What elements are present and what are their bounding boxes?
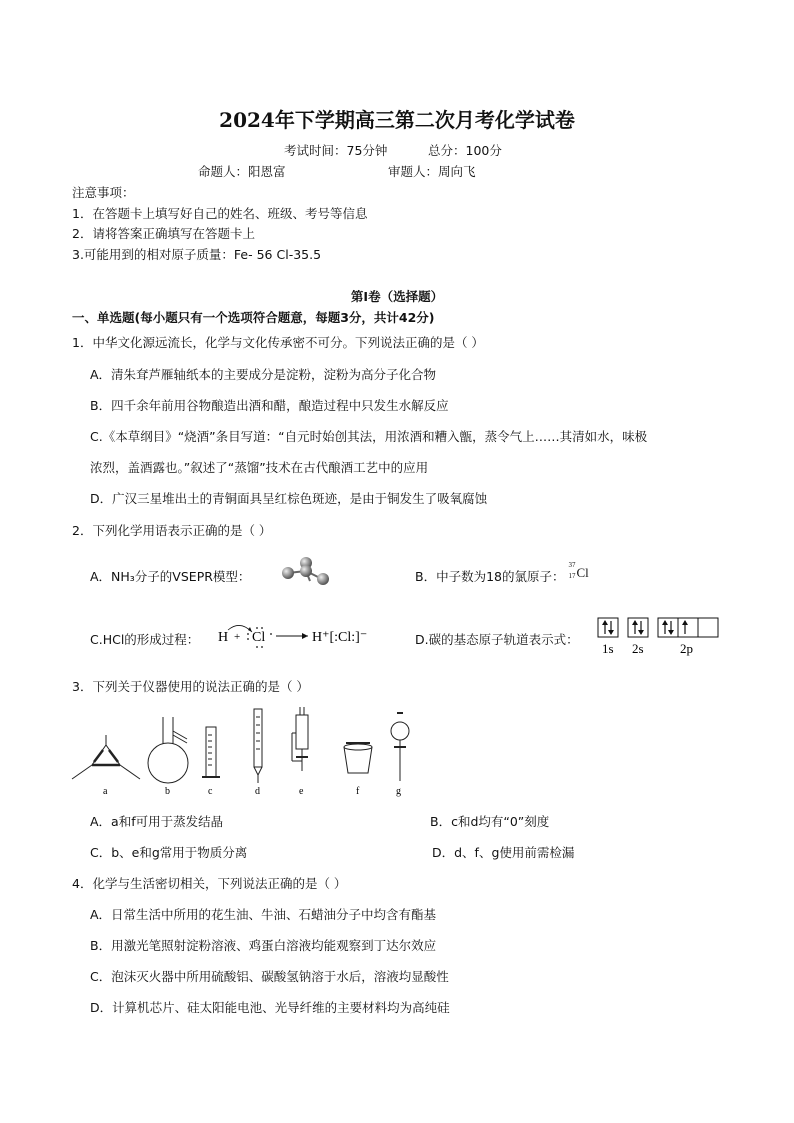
q4-stem: 4．化学与生活密切相关，下列说法正确的是（ ） — [72, 876, 347, 891]
q1-option-c-line1: C.《本草纲目》“烧酒”条目写道：“自元时始创其法，用浓酒和糟入甑，蒸令气上……其清如水，味极 — [90, 429, 648, 444]
orbital-label-1s: 1s — [602, 641, 614, 656]
hcl-formation-diagram — [212, 618, 392, 652]
crucible-instrument — [344, 743, 372, 773]
q3-option-a: A．a和f可用于蒸发结晶 — [90, 814, 224, 829]
instrument-label-e: e — [299, 786, 304, 797]
dropping-funnel-instrument — [292, 707, 308, 771]
q2-stem: 2．下列化学用语表示正确的是（ ） — [72, 523, 272, 538]
notice-heading: 注意事项： — [72, 185, 135, 200]
vsepr-model-image — [276, 555, 336, 587]
q4-option-c: C．泡沫灭火器中所用硫酸铝、碳酸氢钠溶于水后，溶液均显酸性 — [90, 969, 449, 984]
q1-option-b: B．四千余年前用谷物酿造出酒和醋，酿造过程中只发生水解反应 — [90, 398, 449, 413]
part-heading: 一、单选题(每小题只有一个选项符合题意，每题3分，共计42分) — [72, 310, 435, 325]
instrument-label-g: g — [396, 786, 401, 797]
q2-option-a: A．NH₃分子的VSEPR模型： — [90, 569, 251, 584]
q4-option-a: A．日常生活中所用的花生油、牛油、石蜡油分子中均含有酯基 — [90, 907, 437, 922]
instrument-label-b: b — [165, 786, 170, 797]
lab-instruments-figure — [70, 705, 420, 797]
notice-item: 1．在答题卡上填写好自己的姓名、班级、考号等信息 — [72, 206, 368, 221]
orbital-label-2p: 2p — [680, 641, 693, 656]
cl-atom-symbol: Cl — [252, 630, 266, 645]
isotope-symbol: Cl — [576, 565, 589, 580]
q3-stem: 3．下列关于仪器使用的说法正确的是（ ） — [72, 679, 309, 694]
clay-triangle-instrument — [72, 735, 140, 779]
isotope-atomic-number: 17 — [568, 572, 576, 580]
q2-option-d: D.碳的基态原子轨道表示式： — [415, 632, 579, 647]
instrument-label-c: c — [208, 786, 213, 797]
q1-stem: 1．中华文化源远流长，化学与文化传承密不可分。下列说法正确的是（ ） — [72, 335, 484, 350]
page-title: 2024年下学期高三第二次月考化学试卷 — [219, 108, 575, 132]
q2-option-b-text: B．中子数为18的氯原子： — [415, 569, 565, 584]
q3-option-c: C．b、e和g常用于物质分离 — [90, 845, 248, 860]
burette-instrument — [254, 709, 262, 783]
instrument-label-d: d — [255, 786, 260, 797]
q1-option-c-line2: 浓烈，盖酒露也。”叙述了“蒸馏”技术在古代酿酒工艺中的应用 — [90, 460, 429, 475]
q1-option-a: A．清朱耷芦雁轴纸本的主要成分是淀粉，淀粉为高分子化合物 — [90, 367, 437, 382]
q3-option-d: D．d、f、g使用前需检漏 — [432, 845, 575, 860]
h-atom-symbol: H — [218, 630, 229, 645]
plus-sign: + — [234, 631, 241, 643]
orbital-label-2s: 2s — [632, 641, 644, 656]
q4-option-d: D．计算机芯片、硅太阳能电池、光导纤维的主要材料均为高纯硅 — [90, 1000, 450, 1015]
orbital-diagram — [596, 616, 726, 658]
setter: 命题人：阳恩富 — [198, 164, 286, 179]
reviewer: 审题人：周向飞 — [388, 164, 476, 179]
isotope-notation — [568, 561, 592, 581]
notice-item: 2．请将答案正确填写在答题卡上 — [72, 226, 255, 241]
distillation-flask-instrument — [148, 717, 188, 783]
q2-option-c: C.HCl的形成过程： — [90, 632, 200, 647]
instrument-label-a: a — [103, 786, 108, 797]
q4-option-b: B．用激光笔照射淀粉溶液、鸡蛋白溶液均能观察到丁达尔效应 — [90, 938, 437, 953]
volume-heading: 第Ⅰ卷（选择题） — [350, 289, 444, 304]
graduated-cylinder-instrument — [202, 727, 220, 777]
q3-option-b: B．c和d均有“0”刻度 — [430, 814, 550, 829]
q1-option-d: D．广汉三星堆出土的青铜面具呈红棕色斑迹，是由于铜发生了吸氧腐蚀 — [90, 491, 488, 506]
total-score: 总分：100分 — [428, 143, 502, 158]
hcl-product: H⁺[:Cl:]⁻ — [312, 630, 368, 645]
separatory-funnel-instrument — [391, 713, 409, 781]
q2-option-b — [415, 561, 592, 585]
exam-time: 考试时间：75分钟 — [284, 143, 388, 158]
isotope-mass-number: 37 — [568, 561, 576, 569]
notice-item: 3.可能用到的相对原子质量：Fe- 56 Cl-35.5 — [72, 247, 322, 262]
instrument-label-f: f — [356, 786, 360, 797]
